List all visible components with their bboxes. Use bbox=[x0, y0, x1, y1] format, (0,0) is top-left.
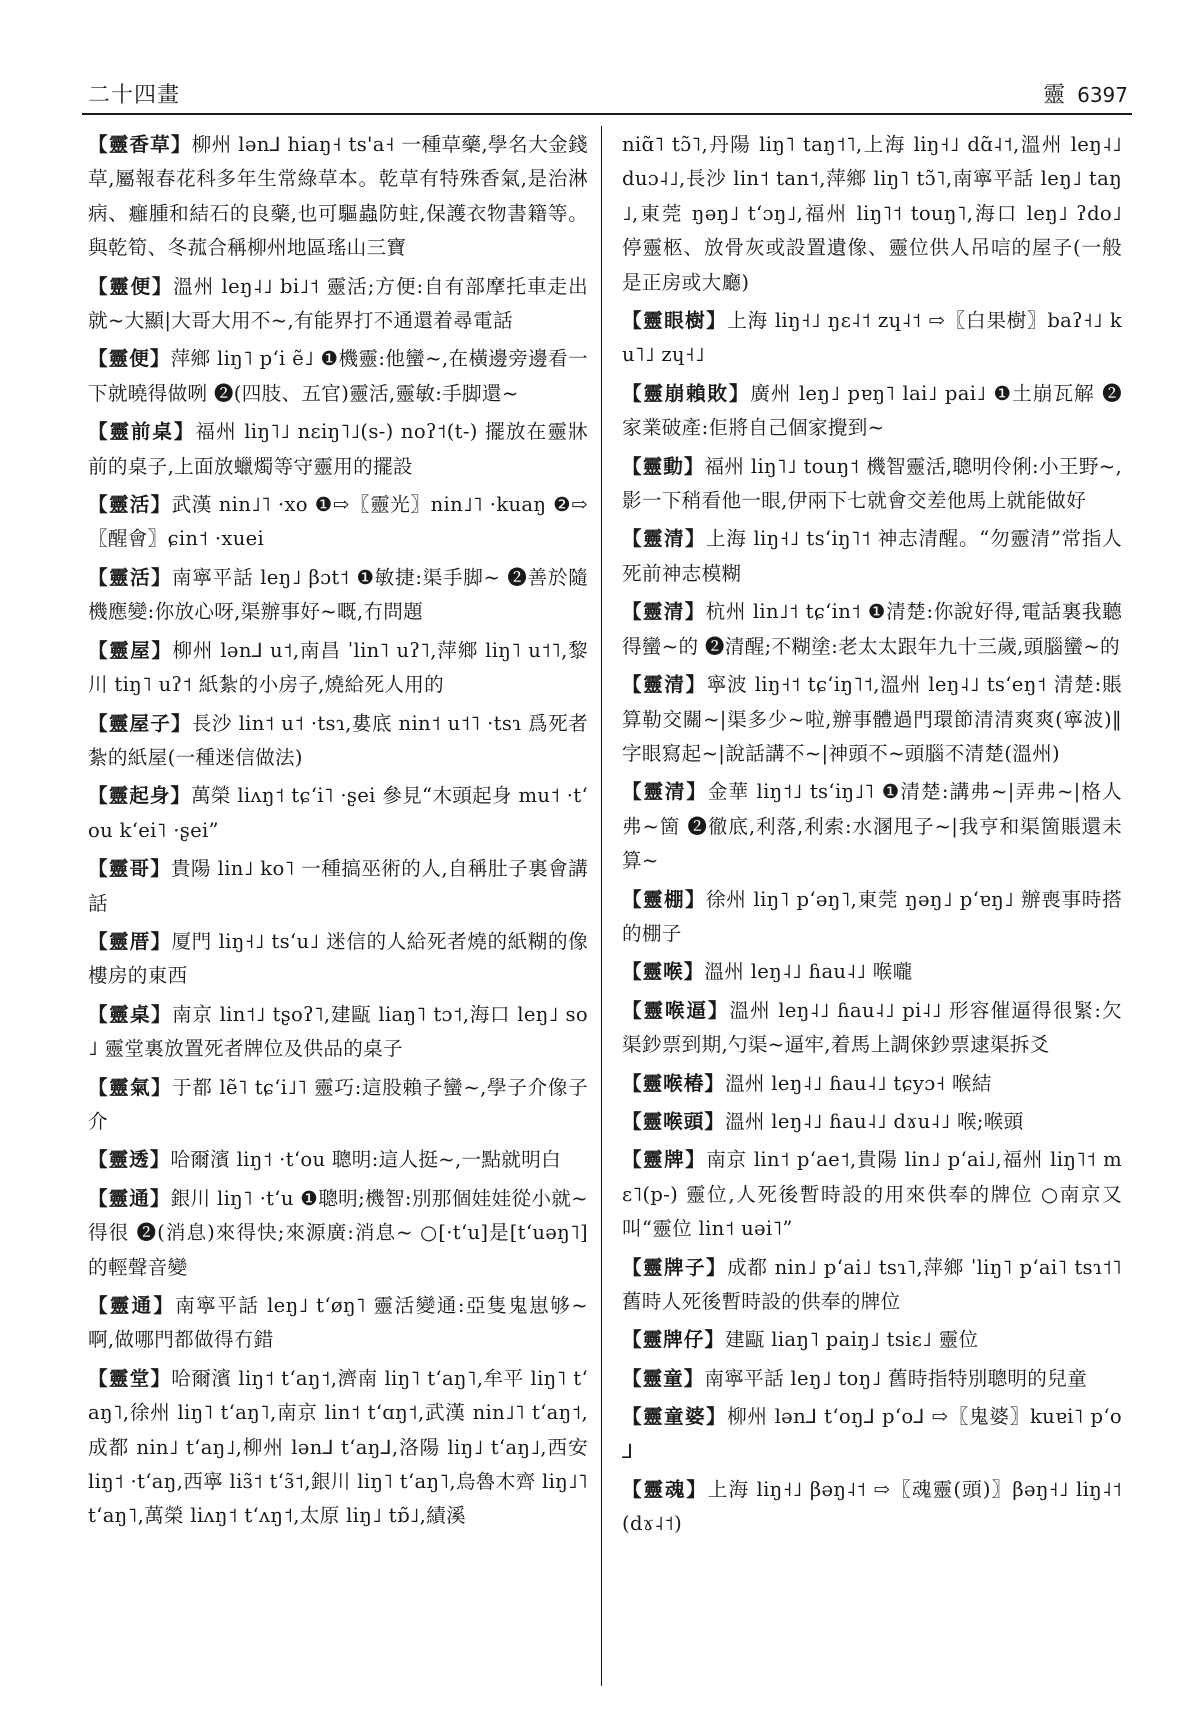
entry-headword: 【 靈便 】 bbox=[88, 275, 173, 298]
dictionary-entry bbox=[622, 775, 1122, 878]
entry-headword: 【 靈牌 】 bbox=[622, 1148, 706, 1171]
entry-definition: 柳州 lən⅃ hiaŋ˧ ts'a˧ 一種草藥,學名大金錢草,屬報春花科多年生常綠草本。乾草有特殊香氣,是治淋病、癰腫和結石的良藥,也可驅蟲防蛀,保護衣物書籍等。與乾筍、冬菰合稱柳州地區瑤山三寶 bbox=[88, 133, 588, 260]
entry-headword: 【 靈活 】 bbox=[88, 493, 172, 516]
entry-headword: 【 靈動 】 bbox=[622, 455, 705, 478]
entry-headword: 【 靈屋子 】 bbox=[88, 712, 192, 735]
entry-headword: 【 靈清 】 bbox=[622, 673, 707, 696]
page-header bbox=[88, 78, 1128, 112]
entry-definition: 哈爾濱 liŋ˦ ·tʻou 聰明:這人挺~,一點就明白 bbox=[170, 1148, 561, 1172]
dictionary-entry bbox=[88, 488, 588, 557]
dictionary-entry bbox=[622, 128, 1122, 300]
entry-definition: 哈爾濱 liŋ˦ tʻaŋ˦,濟南 liŋ˥ tʻaŋ˥,牟平 liŋ˥ tʻaŋ˥,徐州 liŋ˥ tʻaŋ˥,南京 lin˦ tʻɑŋ˦,武漢 nin˩˥ tʻaŋ˦,成都 nin˩ tʻaŋ˩,柳州 lən⅃ tʻaŋ⅃,洛陽 liŋ˩ tʻaŋ˩,西安 liŋ˦ ·tʻaŋ,西寧 liɜ̃˦ tʻɜ̃˦,銀川 liŋ˥ tʻaŋ˥,烏魯木齊 liŋ˩˥ tʻaŋ˥,萬榮 liʌŋ˦ tʻʌŋ˦,太原 liŋ˩ tɒ̃˩,績溪 bbox=[88, 1366, 588, 1528]
entry-headword: 【 靈魂 】 bbox=[622, 1478, 708, 1501]
entry-definition: 南京 lin˦˩ tʂoʔ˥,建甌 liaŋ˥ tɔ˦,海口 leŋ˩ so˩ 靈堂裏放置死者牌位及供品的桌子 bbox=[88, 1002, 588, 1061]
entry-headword: 【 靈童 】 bbox=[622, 1367, 704, 1390]
entry-headword: 【 靈棚 】 bbox=[622, 888, 706, 911]
dictionary-entry bbox=[88, 779, 588, 848]
dictionary-entry bbox=[622, 1105, 1122, 1139]
dictionary-entry bbox=[622, 1067, 1122, 1101]
entry-headword: 【 靈通 】 bbox=[88, 1187, 171, 1210]
dictionary-entry bbox=[622, 994, 1122, 1063]
dictionary-entry bbox=[88, 1362, 588, 1534]
dictionary-entry bbox=[622, 595, 1122, 664]
dictionary-entry bbox=[622, 1473, 1122, 1542]
header-rule bbox=[82, 113, 1132, 115]
dictionary-entry bbox=[622, 450, 1122, 519]
entry-headword: 【 靈屋 】 bbox=[88, 639, 172, 662]
entry-definition: 溫州 leŋ˨˩ ɦau˨˩ pi˨˩ 形容催逼得很緊:欠渠鈔票到期,勺渠~逼牢,着馬上調倈鈔票逮渠拆爻 bbox=[622, 998, 1122, 1057]
entry-headword: 【 靈便 】 bbox=[88, 347, 171, 370]
dictionary-entry bbox=[88, 634, 588, 703]
dictionary-entry bbox=[88, 561, 588, 630]
dictionary-entry bbox=[622, 304, 1122, 373]
entry-headword: 【 靈桌 】 bbox=[88, 1003, 172, 1026]
entry-headword: 【 靈喉 】 bbox=[622, 960, 704, 983]
entry-headword: 【 靈清 】 bbox=[622, 780, 708, 803]
entry-definition: 溫州 leŋ˨˩ bi˩˦ 靈活;方便:自有部摩托車走出就~大顯|大哥大用不~,有能界打不通還着尋電話 bbox=[88, 274, 588, 333]
dictionary-entry bbox=[622, 1251, 1122, 1320]
entry-definition: 福州 liŋ˥˩ touŋ˦ 機智靈活,聰明伶俐:小王野~,影一下稍看他一眼,伊兩下七就會交差他馬上就能做好 bbox=[622, 454, 1122, 513]
running-head bbox=[1043, 78, 1128, 109]
entry-definition: 于都 lẽ˥ tɕʻi˩˥ 靈巧:這股賴子蠻~,學子介像子介 bbox=[88, 1075, 588, 1133]
dictionary-entry bbox=[622, 1323, 1122, 1357]
entry-definition: 南京 lin˦ pʻae˦,貴陽 lin˩ pʻai˩,福州 liŋ˥˦ mɛ˥(p-) 靈位,人死後暫時設的用來供奉的牌位 ○南京又叫“靈位 lin˦ uəi˥” bbox=[622, 1148, 1122, 1241]
section-title: 二十四畫 bbox=[88, 83, 181, 108]
entry-definition: 貴陽 lin˩ ko˥ 一種搞巫術的人,自稱肚子裏會講話 bbox=[88, 857, 588, 915]
entry-headword: 【 靈前桌 】 bbox=[88, 420, 195, 443]
entry-definition: 柳州 lən⅃ u˦,南昌 ˈlin˥ uʔ˥,萍鄉 liŋ˥ u˦˥,黎川 tiŋ˥ uʔ˦ 紙紮的小房子,燒給死人用的 bbox=[88, 638, 588, 697]
entry-definition: 上海 liŋ˧˩ ŋɛ˨˦ zɥ˨˦ ⇨〖白果樹〗baʔ˧˩ ku˥˩ zɥ˧˩ bbox=[622, 309, 1122, 367]
dictionary-entry bbox=[622, 522, 1122, 591]
entry-definition: 銀川 liŋ˥ ·tʻu ❶聰明;機智:別那個娃娃從小就~得很 ❷(消息)來得快;來源廣:消息~ ○[·tʻu]是[tʻuəŋ˥]的輕聲音變 bbox=[88, 1186, 588, 1279]
left-column bbox=[88, 128, 588, 1698]
entry-definition: 溫州 leŋ˨˩ ɦau˨˩ 喉嚨 bbox=[704, 960, 913, 984]
dictionary-entry bbox=[622, 377, 1122, 446]
entry-headword: 【 靈起身 】 bbox=[88, 784, 191, 807]
entry-definition: 南寧平話 leŋ˩ βɔt˦ ❶敏捷:渠手脚~ ❷善於隨機應變:你放心呀,渠辦事好~嘅,冇問題 bbox=[88, 565, 588, 624]
entry-headword: 【 靈活 】 bbox=[88, 566, 172, 589]
entry-definition: 厦門 liŋ˧˩ tsʻu˩ 迷信的人給死者燒的紙糊的像樓房的東西 bbox=[88, 929, 588, 988]
entry-definition: 杭州 lin˩˦ tɕʻin˦ ❶清楚:你說好得,電話裏我聽得蠻~的 ❷清醒;不糊塗:老太太跟年九十三歲,頭腦蠻~的 bbox=[622, 600, 1122, 658]
dictionary-entry bbox=[88, 707, 588, 776]
dictionary-entry bbox=[88, 1071, 588, 1140]
dictionary-entry bbox=[88, 998, 588, 1067]
dictionary-entry bbox=[622, 883, 1122, 952]
entry-headword: 【 靈香草 】 bbox=[88, 133, 192, 156]
entry-headword: 【 靈哥 】 bbox=[88, 857, 171, 880]
entry-definition: 上海 liŋ˧˩ βəŋ˨˦ ⇨〖魂靈(頭)〗βəŋ˧˩ liŋ˨˦ (dɤ˨˦) bbox=[622, 1478, 1122, 1536]
entry-definition: 南寧平話 leŋ˩ tʻøŋ˥ 靈活變通:亞隻鬼崽够~啊,做哪門都做得冇錯 bbox=[88, 1294, 588, 1352]
dictionary-entry bbox=[622, 955, 1122, 989]
entry-definition: 金華 liŋ˦˩ tsʻiŋ˩˥ ❶清楚:講弗~|弄弗~|格人弗~箇 ❷徹底,利落,利索:水溷甩子~|我亨和渠箇賬還未算~ bbox=[622, 780, 1122, 873]
entry-headword: 【 靈清 】 bbox=[622, 527, 706, 550]
dictionary-entry bbox=[88, 270, 588, 339]
dictionary-entry bbox=[88, 1143, 588, 1177]
entry-headword: 【 靈眼樹 】 bbox=[622, 309, 727, 332]
entry-definition: 溫州 leŋ˨˩ ɦau˨˩ dɤu˨˩ 喉;喉頭 bbox=[724, 1109, 1024, 1133]
entry-definition: 廣州 leŋ˩ pɐŋ˥ lai˩ pai˩ ❶土崩瓦解 ❷家業破產:佢將自己個家攪到~ bbox=[622, 381, 1122, 440]
entry-definition: 福州 liŋ˥˩ nɛiŋ˥˩(s-) noʔ˦(t-) 擺放在靈牀前的桌子,上面放蠟燭等守靈用的擺設 bbox=[88, 420, 588, 478]
right-column bbox=[622, 128, 1122, 1698]
entry-headword: 【 靈喉椿 】 bbox=[622, 1072, 725, 1095]
dictionary-entry bbox=[88, 415, 588, 484]
entry-definition: 成都 nin˩ pʻai˩ tsɿ˥,萍鄉 ˈliŋ˥ pʻai˥ tsɿ˦˥ 舊時人死後暫時設的供奉的牌位 bbox=[622, 1255, 1122, 1313]
entry-headword: 【 靈喉逼 】 bbox=[622, 999, 729, 1022]
dictionary-entry bbox=[88, 852, 588, 921]
entry-definition: 武漢 nin˩˥ ·xo ❶⇨〖靈光〗nin˩˥ ·kuaŋ ❷⇨〖醒會〗ɕin˦ ·xuei bbox=[88, 493, 588, 551]
entry-definition: niɑ̃˥ tɔ̃˥,丹陽 liŋ˥ taŋ˦˥,上海 liŋ˧˩ dɑ̃˨˦,溫州 leŋ˨˩ duɔ˨˩,長沙 lin˦ tan˦,萍鄉 liŋ˥ tɔ̃˥,南寧平話 leŋ˩ taŋ˩,東莞 ŋəŋ˩ tʻɔŋ˩,福州 liŋ˥˦ touŋ˥,海口 leŋ˩ ʔdo˩ 停靈柩、放骨灰或設置遺像、靈位供人吊唁的屋子(一般是正房或大廳) bbox=[622, 133, 1122, 294]
dictionary-entry bbox=[622, 668, 1122, 771]
entry-definition: 建甌 liaŋ˥ paiŋ˩ tsiɛ˩ 靈位 bbox=[724, 1328, 979, 1352]
entry-definition: 萬榮 liʌŋ˦ tɕʻi˥ ·ʂei 參見“木頭起身 mu˦ ·tʻou kʻei˥ ·ʂei” bbox=[88, 784, 588, 842]
dictionary-entry bbox=[622, 1400, 1122, 1469]
entry-definition: 南寧平話 leŋ˩ toŋ˩ 舊時指特別聰明的兒童 bbox=[704, 1366, 1087, 1390]
entry-definition: 長沙 lin˦ u˦ ·tsɿ,婁底 nin˦ u˦˥ ·tsɿ 爲死者紮的紙屋(一種迷信做法) bbox=[88, 711, 588, 769]
entry-definition: 徐州 liŋ˥ pʻəŋ˥,東莞 ŋəŋ˩ pʻɐŋ˩ 辦喪事時搭的棚子 bbox=[622, 887, 1122, 945]
entry-headword: 【 靈清 】 bbox=[622, 600, 706, 623]
entry-headword: 【 靈牌仔 】 bbox=[622, 1328, 725, 1351]
dictionary-entry bbox=[622, 1143, 1122, 1246]
entry-headword: 【 靈牌子 】 bbox=[622, 1256, 727, 1279]
entry-definition: 柳州 lən⅃ tʻoŋ⅃ pʻo⅃ ⇨〖鬼婆〗kuɐi˥ pʻo⅃ bbox=[622, 1405, 1122, 1463]
entry-headword: 【 靈通 】 bbox=[88, 1294, 175, 1317]
entry-definition: 溫州 leŋ˨˩ ɦau˨˩ tɕyɔ˧ 喉結 bbox=[724, 1071, 992, 1095]
column-divider bbox=[601, 126, 602, 1686]
page-number: 6397 bbox=[1077, 83, 1128, 107]
dictionary-entry bbox=[88, 1182, 588, 1285]
entry-headword: 【 靈童婆 】 bbox=[622, 1405, 727, 1428]
dictionary-entry bbox=[88, 1289, 588, 1358]
dictionary-entry bbox=[88, 342, 588, 411]
entry-definition: 萍鄉 liŋ˥ pʻi ẽ˩ ❶機靈:他蠻~,在橫邊旁邊看一下就曉得做咧 ❷(四肢、五官)靈活,靈敏:手脚還~ bbox=[88, 347, 588, 405]
head-character: 靈 bbox=[1043, 83, 1066, 108]
dictionary-entry bbox=[622, 1362, 1122, 1396]
dictionary-entry bbox=[88, 128, 588, 266]
entry-headword: 【 靈喉頭 】 bbox=[622, 1110, 725, 1133]
entry-definition: 寧波 liŋ˧˦ tɕʻiŋ˥˦,溫州 leŋ˨˩ tsʻeŋ˦ 清楚:賬算勒交關~|渠多少~啦,辦事體過門環節清清爽爽(寧波)‖字眼寫起~|說話講不~|神頭不~頭腦不清楚(溫州) bbox=[622, 673, 1122, 765]
entry-headword: 【 靈崩賴敗 】 bbox=[622, 382, 750, 405]
entry-definition: 上海 liŋ˧˩ tsʻiŋ˥˦ 神志清醒。“勿靈清”常指人死前神志模糊 bbox=[622, 527, 1122, 585]
dictionary-entry bbox=[88, 925, 588, 994]
entry-headword: 【 靈氣 】 bbox=[88, 1076, 172, 1099]
entry-headword: 【 靈透 】 bbox=[88, 1148, 170, 1171]
entry-headword: 【 靈厝 】 bbox=[88, 930, 171, 953]
entry-headword: 【 靈堂 】 bbox=[88, 1367, 171, 1390]
